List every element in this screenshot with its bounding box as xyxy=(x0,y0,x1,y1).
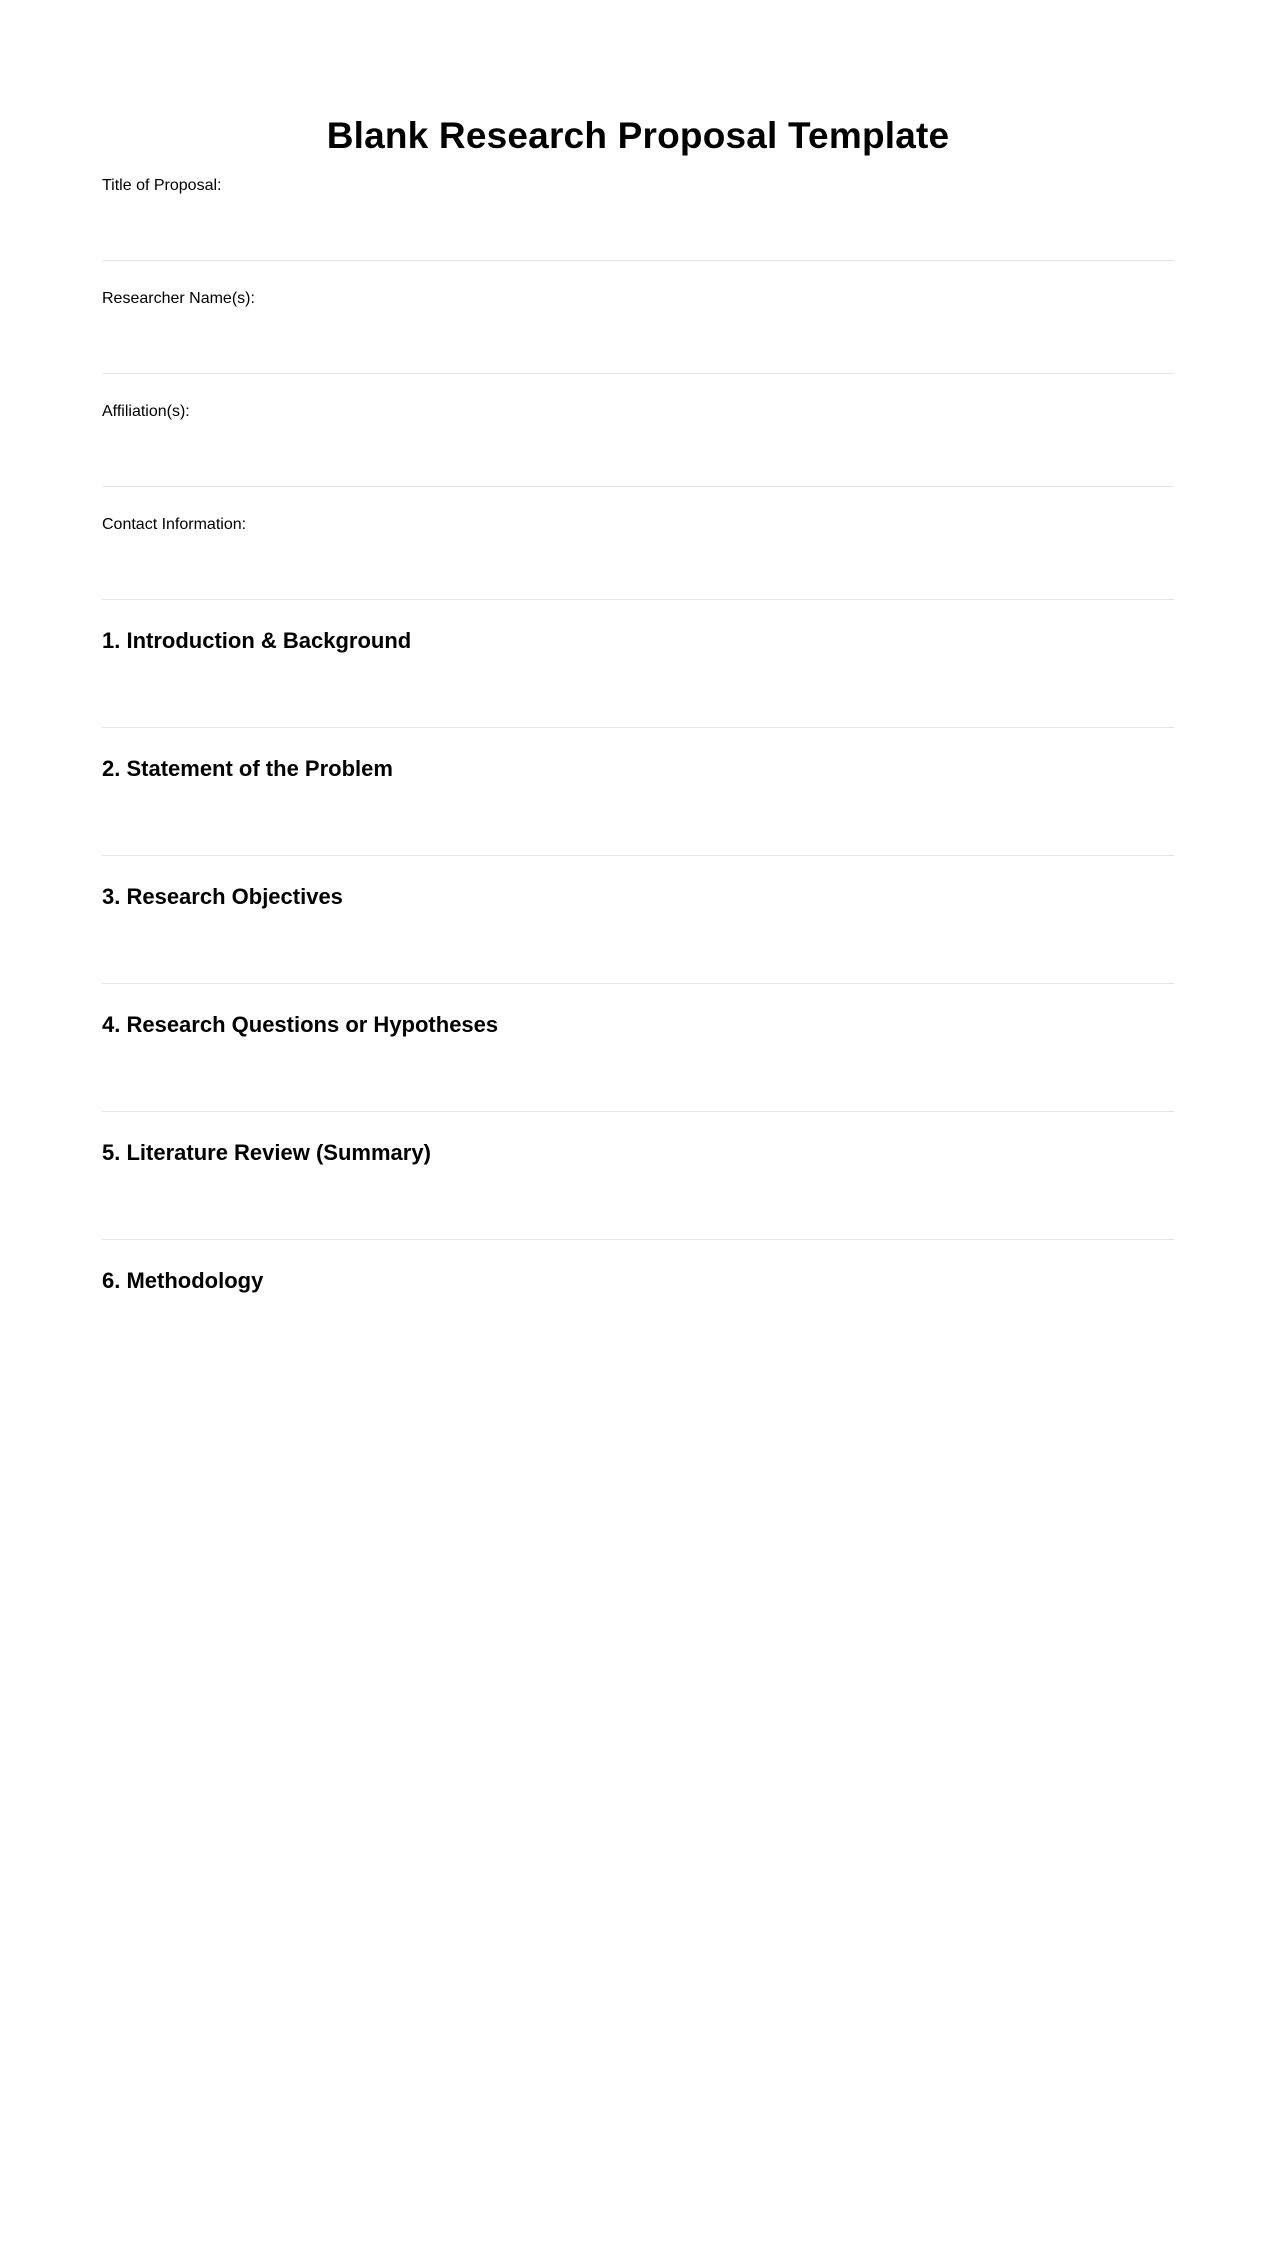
section-heading-problem-statement: 2. Statement of the Problem xyxy=(102,756,393,781)
divider xyxy=(102,260,1174,261)
objectives-content-area[interactable] xyxy=(102,916,1174,976)
contact-information-field[interactable] xyxy=(102,539,1174,599)
research-questions-content-area[interactable] xyxy=(102,1044,1174,1104)
field-label: Contact Information: xyxy=(102,516,247,533)
section-heading-introduction: 1. Introduction & Background xyxy=(102,628,412,653)
divider xyxy=(102,1239,1174,1240)
divider xyxy=(102,727,1174,728)
document-title: Blank Research Proposal Template xyxy=(326,115,950,156)
section-heading-methodology: 6. Methodology xyxy=(102,1268,264,1293)
introduction-content-area[interactable] xyxy=(102,660,1174,720)
divider xyxy=(102,599,1174,600)
problem-statement-content-area[interactable] xyxy=(102,788,1174,848)
divider xyxy=(102,855,1174,856)
divider xyxy=(102,486,1174,487)
divider xyxy=(102,983,1174,984)
field-label: Affiliation(s): xyxy=(102,403,190,420)
literature-review-content-area[interactable] xyxy=(102,1172,1174,1232)
section-heading-objectives: 3. Research Objectives xyxy=(102,884,343,909)
section-heading-research-questions: 4. Research Questions or Hypotheses xyxy=(102,1012,499,1037)
field-label: Title of Proposal: xyxy=(102,177,222,194)
divider xyxy=(102,1111,1174,1112)
field-label: Researcher Name(s): xyxy=(102,290,255,307)
affiliations-field[interactable] xyxy=(102,426,1174,486)
title-of-proposal-field[interactable] xyxy=(102,200,1174,260)
methodology-content-area[interactable] xyxy=(102,1300,1174,1360)
researcher-names-field[interactable] xyxy=(102,313,1174,373)
section-heading-literature-review: 5. Literature Review (Summary) xyxy=(102,1140,431,1165)
divider xyxy=(102,373,1174,374)
